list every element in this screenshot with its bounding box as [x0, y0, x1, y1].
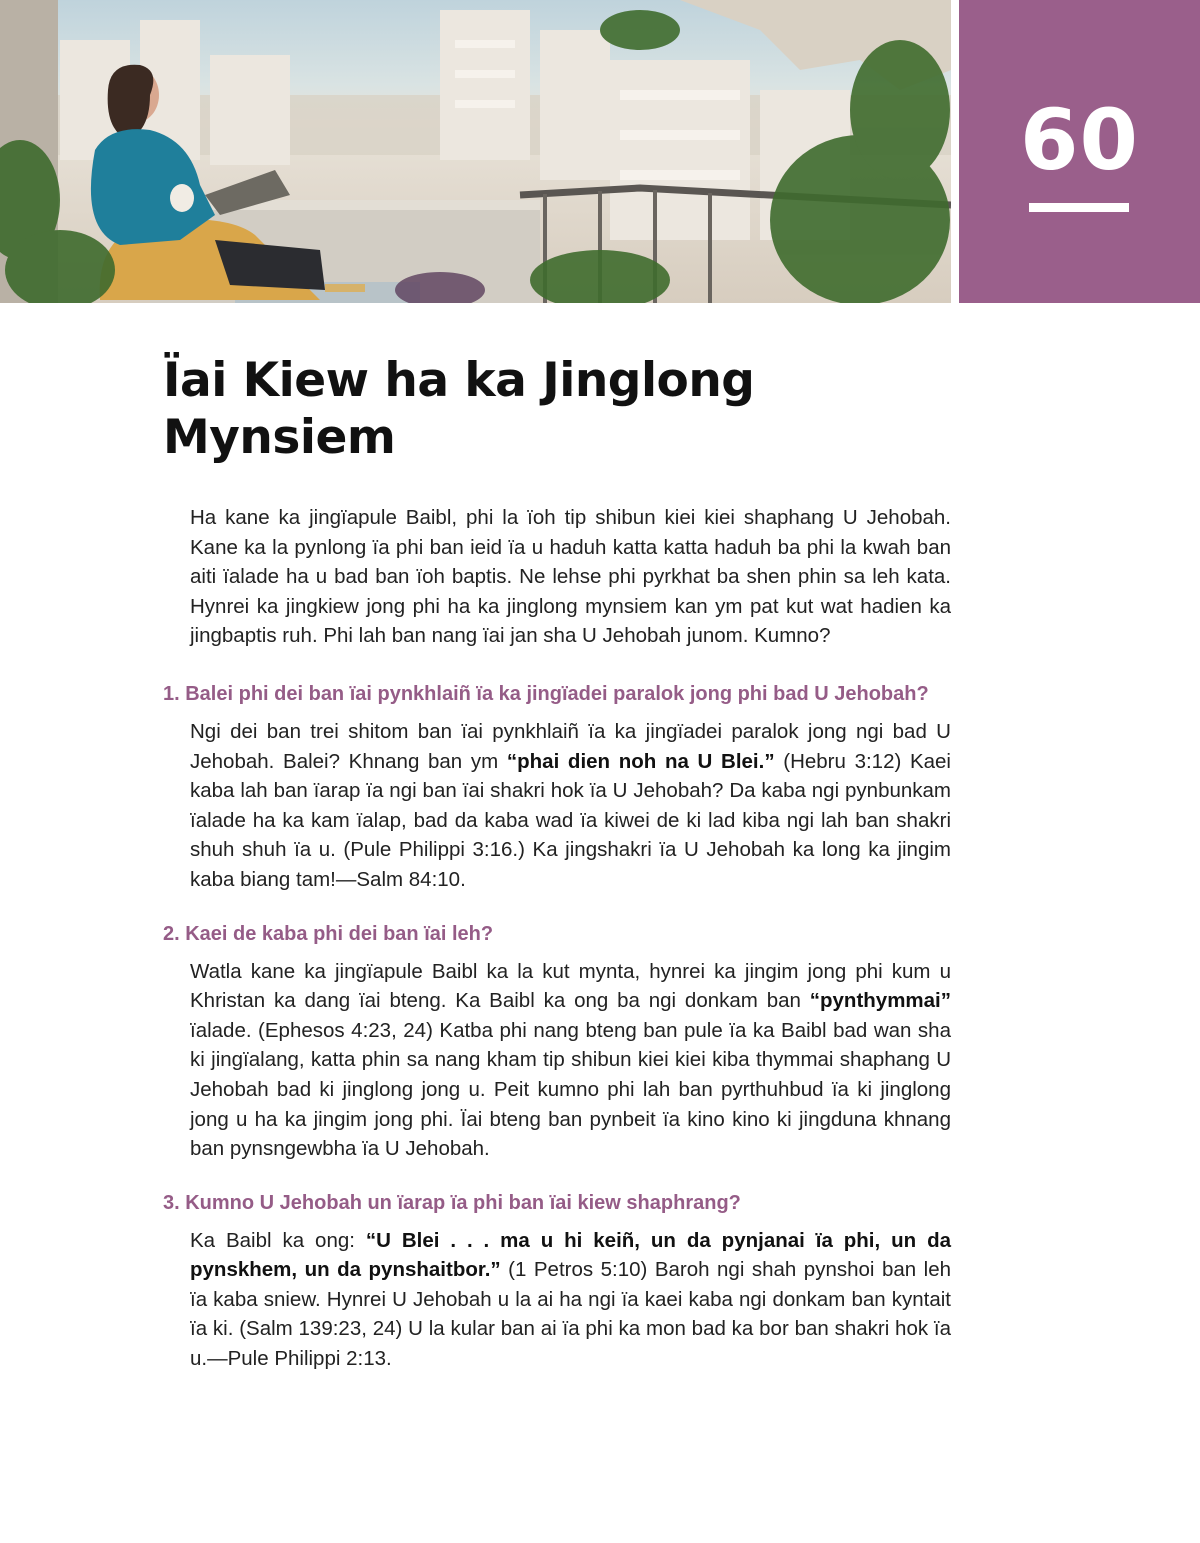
balcony-reading-photo-icon	[0, 0, 951, 303]
answer-1-part-1: Ngi dei ban trei shitom ban ïai pynkhlaiñ ïa ka jingïadei paralok jong ngi bad U Jehobah. Balei? Khnang ban ym	[190, 719, 951, 773]
answer-1	[190, 717, 951, 895]
section-3	[163, 1189, 951, 1374]
section-1	[163, 680, 951, 895]
answer-1-part-2: (Hebru 3:12) Kaei kaba lah ban ïarap ïa ngi ban ïai shakri hok ïa U Jehobah? Da kaba ngi pynbunkam ïalade ha ka kam ïalap, bad da kaba wad ïa kiwei de ki lad kiba ngi lah ban shakri shuh shuh ïa u. (Pule Philippi 3:16.) Ka jingshakri ïa U Jehobah ka long ka jingim kaba biang tam!—Salm 84:10.	[190, 749, 951, 891]
answer-3-part-1: Ka Baibl ka ong:	[190, 1228, 366, 1252]
answer-2-part-1: Watla kane ka jingïapule Baibl ka la kut mynta, hynrei ka jingim jong phi kum u Khristan ka dang ïai bteng. Ka Baibl ka ong ba ngi donkam ban	[190, 959, 951, 1013]
question-2: 2. Kaei de kaba phi dei ban ïai leh?	[163, 922, 494, 945]
lesson-number: 60	[1020, 91, 1139, 189]
lesson-number-block	[959, 0, 1200, 303]
intro-paragraph: Ha kane ka jingïapule Baibl, phi la ïoh tip shibun kiei kiei shaphang U Jehobah. Kane ka la pynlong ïa phi ban ieid ïa u haduh katta katta haduh ba phi la kwah ban aiti ïalade ha u bad ban ïoh baptis. Ne lehse phi pyrkhat ba shen phin sa leh kata. Hynrei ka jingkiew jong phi ha ka jinglong mynsiem kan ym pat kut wat hadien ka jingbaptis ruh. Phi lah ban nang ïai jan sha U Jehobah junom. Kumno?	[190, 506, 951, 648]
question-3: 3. Kumno U Jehobah un ïarap ïa phi ban ïai kiew shaphrang?	[163, 1191, 741, 1214]
answer-3-quote: “U Blei . . . ma u hi keiñ, un da pynjanai ïa phi, un da pynskhem, un da pynshaitbor.”	[190, 1228, 951, 1282]
lesson-title: Ïai Kiew ha ka Jinglong Mynsiem	[163, 353, 755, 465]
answer-3-part-2: (1 Petros 5:10) Baroh ngi shah pynshoi ban leh ïa kaba sniew. Hynrei U Jehobah u la ai ha ngi ïa kaei kaba ngi donkam ban kyntait ïa ki. (Salm 139:23, 24) U la kular ban ai ïa phi ka mon bad ka bor ban shakri hok ïa u.—Pule Philippi 2:13.	[190, 1258, 952, 1371]
lesson-content	[163, 503, 951, 1399]
answer-2-part-2: ïalade. (Ephesos 4:23, 24) Katba phi nang bteng ban pule ïa ka Baibl bad wan sha ki jingïalang, katta phin sa nang kham tip shibun kiei kiei kiba thymmai shaphang U Jehobah bad ki jinglong jong u. Peit kumno phi lah ban pyrthuhbud ïa ki jinglong jong u ha ka jingim jong phi. Ïai bteng ban pynbeit ïa kino kino ki jingduna khnang ban pynsngewbha ïa U Jehobah.	[190, 1018, 951, 1161]
lesson-number-underline	[1029, 203, 1129, 212]
section-2	[163, 920, 951, 1164]
answer-2	[190, 957, 951, 1164]
question-1: 1. Balei phi dei ban ïai pynkhlaiñ ïa ka jingïadei paralok jong phi bad U Jehobah?	[163, 682, 929, 705]
header-photo	[0, 0, 951, 303]
answer-1-quote: “phai dien noh na U Blei.”	[506, 749, 775, 773]
answer-2-quote: “pynthymmai”	[809, 989, 951, 1013]
answer-3	[190, 1226, 951, 1374]
